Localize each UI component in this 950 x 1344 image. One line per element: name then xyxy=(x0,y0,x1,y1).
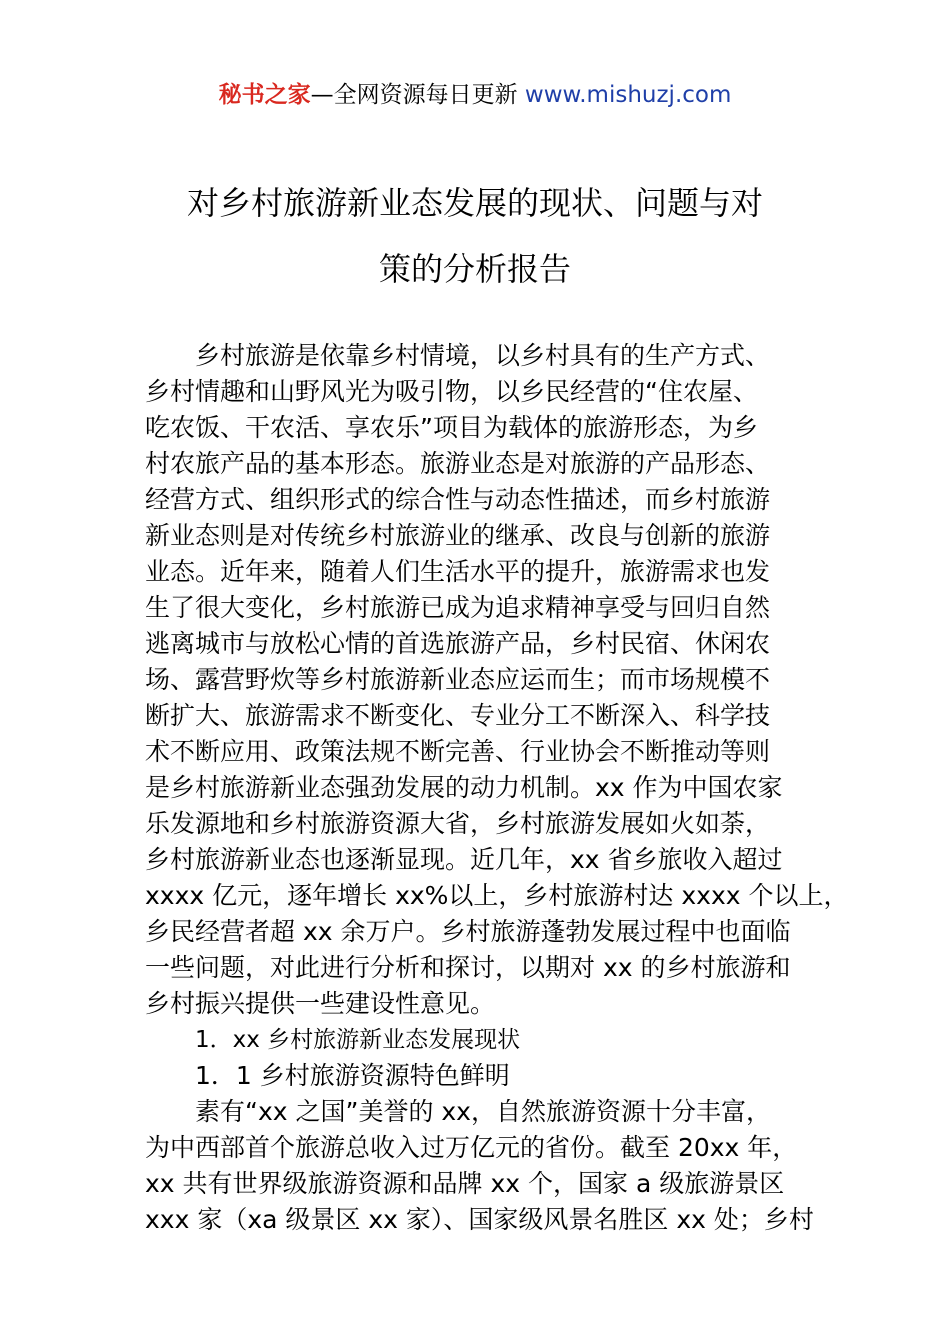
text-line: 为中西部首个旅游总收入过万亿元的省份。截至 20xx 年， xyxy=(145,1133,798,1162)
text-line: 逃离城市与放松心情的首选旅游产品，乡村民宿、休闲农 xyxy=(145,629,771,658)
section-paragraph xyxy=(145,1094,814,1238)
header-tagline: —全网资源每日更新 xyxy=(310,82,518,108)
brand-name: 秘书之家 xyxy=(218,82,311,108)
subsection-heading: 1．1 乡村旅游资源特色鲜明 xyxy=(195,1061,510,1090)
text-line: xxxx 亿元，逐年增长 xx%以上，乡村旅游村达 xxxx 个以上， xyxy=(145,881,849,910)
text-line: 经营方式、组织形式的综合性与动态性描述，而乡村旅游 xyxy=(145,485,771,514)
text-line: 是乡村旅游新业态强劲发展的动力机制。xx 作为中国农家 xyxy=(145,773,783,802)
text-line: 一些问题，对此进行分析和探讨，以期对 xx 的乡村旅游和 xyxy=(145,953,791,982)
text-line: 乡村振兴提供一些建设性意见。 xyxy=(145,989,496,1018)
text-line: 乡村旅游是依靠乡村情境，以乡村具有的生产方式、 xyxy=(195,341,771,370)
title-line: 策的分析报告 xyxy=(378,250,571,288)
text-line: 乡村旅游新业态也逐渐显现。近几年，xx 省乡旅收入超过 xyxy=(145,845,783,874)
section-heading: 1．xx 乡村旅游新业态发展现状 xyxy=(195,1027,521,1053)
text-line: 乡民经营者超 xx 余万户。乡村旅游蓬勃发展过程中也面临 xyxy=(145,917,791,946)
text-line: 术不断应用、政策法规不断完善、行业协会不断推动等则 xyxy=(145,737,771,766)
site-header xyxy=(0,78,950,112)
title-line: 对乡村旅游新业态发展的现状、问题与对 xyxy=(186,184,763,222)
text-line: 断扩大、旅游需求不断变化、专业分工不断深入、科学技 xyxy=(145,701,771,730)
text-line: xx 共有世界级旅游资源和品牌 xx 个，国家 a 级旅游景区 xyxy=(145,1169,785,1198)
text-line: 生了很大变化，乡村旅游已成为追求精神享受与回归自然 xyxy=(145,593,771,622)
text-line: 乐发源地和乡村旅游资源大省，乡村旅游发展如火如荼， xyxy=(145,809,771,838)
intro-paragraph xyxy=(145,338,849,1022)
text-line: xxx 家（xa 级景区 xx 家）、国家级风景名胜区 xx 处；乡村 xyxy=(145,1205,814,1234)
text-line: 业态。近年来，随着人们生活水平的提升，旅游需求也发 xyxy=(145,557,771,586)
text-line: 素有“xx 之国”美誉的 xx，自然旅游资源十分丰富， xyxy=(195,1097,771,1126)
site-url-link[interactable]: www.mishuzj.com xyxy=(524,82,732,108)
document-body xyxy=(145,338,849,1238)
text-line: 新业态则是对传统乡村旅游业的继承、改良与创新的旅游 xyxy=(145,521,771,550)
text-line: 场、露营野炊等乡村旅游新业态应运而生；而市场规模不 xyxy=(145,665,771,694)
text-line: 乡村情趣和山野风光为吸引物，以乡民经营的“住农屋、 xyxy=(145,377,758,406)
text-line: 吃农饭、干农活、享农乐”项目为载体的旅游形态，为乡 xyxy=(145,413,758,442)
document-title xyxy=(145,170,805,302)
text-line: 村农旅产品的基本形态。旅游业态是对旅游的产品形态、 xyxy=(145,449,771,478)
